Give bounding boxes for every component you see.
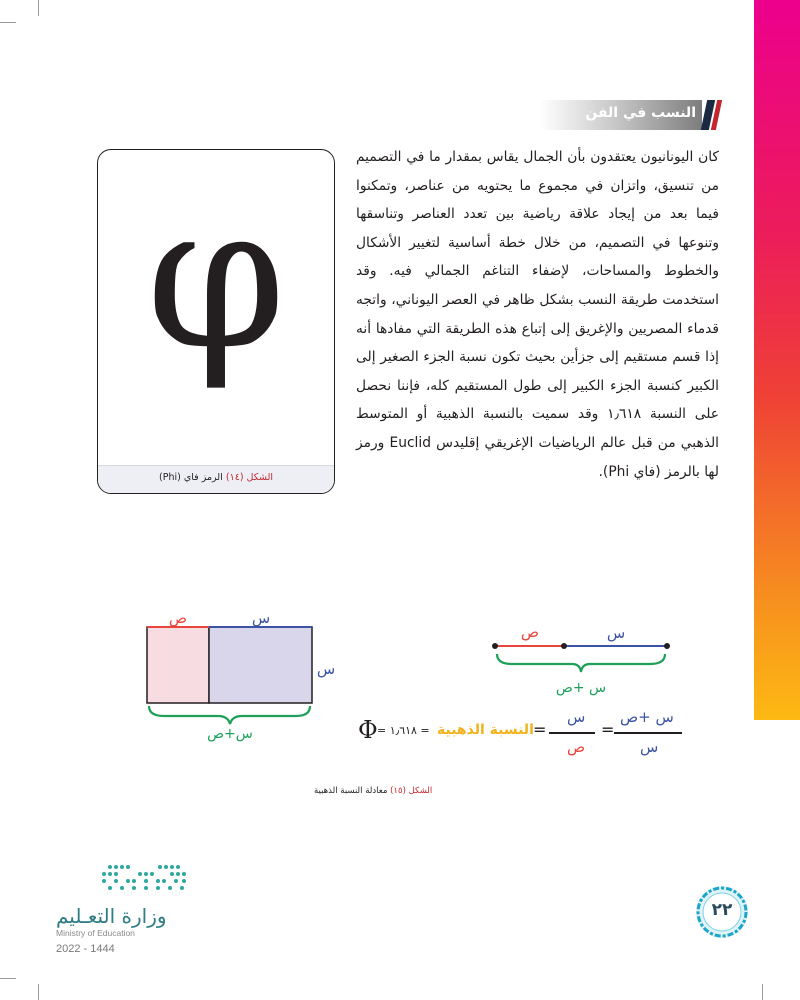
decorative-color-stripe [754, 0, 800, 720]
rect-small-part [147, 627, 209, 703]
section-title: النسب في الفن [585, 105, 696, 121]
rect-label-small: ص [168, 612, 188, 627]
crop-mark [0, 978, 16, 979]
ministry-name-english: Ministry of Education [56, 928, 135, 938]
fraction1-numerator: س [567, 708, 586, 726]
phi-symbol: φ [145, 161, 287, 394]
crop-mark [38, 0, 39, 16]
figure15-caption-text: معادلة النسبة الذهبية [314, 786, 388, 796]
golden-ratio-label: النسبة الذهبية [437, 722, 534, 738]
figure-caption [98, 472, 334, 483]
line-endpoint [664, 643, 670, 649]
ministry-name-arabic: وزارة التعـليم [56, 904, 167, 928]
equals-sign-2: = [601, 720, 615, 739]
rect-label-large: س [251, 612, 271, 627]
rect-large-part [209, 627, 312, 703]
fraction2-bar [614, 732, 682, 734]
figure-caption-text: الرمز فاي (Phi) [159, 472, 223, 483]
crop-mark [0, 22, 16, 23]
ministry-logo [56, 862, 196, 962]
line-brace [497, 654, 665, 672]
line-brace-label: س +ص [555, 680, 607, 696]
body-paragraph: كان اليونانيون يعتقدون بأن الجمال يقاس بمقدار ما في التصميم من تنسيق، واتزان في مجموع ما يحتويه من عناصر، وتمكنوا فيما بعد من إيجاد علاقة رياضية بين تعدد العناصر وتناسقها وتنوعها في التصميم، من خلال خطة أساسية لتغيير الأشكال والخطوط والمساحات، لإضفاء التناغم الجمالي فيه. وقد استخدمت طريقة النسب بشكل ظاهر في العصر اليوناني، واتجه قدماء المصريين والإغريق إلى إتباع هذه الطريقة التي مفادها أنه إذا قسم مستقيم إلى جزأين بحيث تكون نسبة الجزء الصغير إلى الكبير كنسبة الجزء الكبير إلى طول المستقيم كله، فإننا نحصل على النسبة ١٫٦١٨ وقد سميت بالنسبة الذهبية أو المتوسط الذهبي من قبل عالم الرياضيات الإغريقي إقليدس Euclid ورمز لها بالرمز (فاي Phi). [356, 149, 720, 480]
line-midpoint [561, 643, 567, 649]
phi-uppercase: Φ [358, 716, 378, 744]
equals-sign-1: = [533, 720, 547, 739]
section-title-banner [540, 100, 718, 130]
line-endpoint [492, 643, 498, 649]
figure15-caption [314, 786, 432, 796]
figure15-caption-label: الشكل (١٥) [390, 786, 433, 796]
page-number: ٢٢ [711, 900, 733, 920]
crop-mark [38, 984, 39, 1000]
line-label-large: س [606, 624, 626, 642]
phi-value: = ١٫٦١٨ = [377, 724, 430, 737]
figure-caption-bar [98, 465, 334, 493]
fraction2-denominator: س [640, 738, 659, 756]
page-number-badge [694, 884, 750, 940]
figure-phi-symbol [97, 149, 335, 494]
fraction1-denominator: ص [567, 738, 586, 756]
edition-year: 2022 - 1444 [56, 943, 115, 955]
crop-mark [762, 984, 763, 1000]
ministry-logo-dots [100, 862, 190, 896]
fraction1-bar [549, 732, 595, 734]
rect-label-side: س [316, 660, 336, 678]
fraction2-numerator: س +ص [620, 708, 674, 726]
rect-brace [149, 706, 310, 724]
rect-brace-label: س+ص [207, 726, 253, 742]
figure-caption-label: الشكل (١٤) [225, 472, 273, 483]
line-label-small: ص [520, 623, 540, 641]
